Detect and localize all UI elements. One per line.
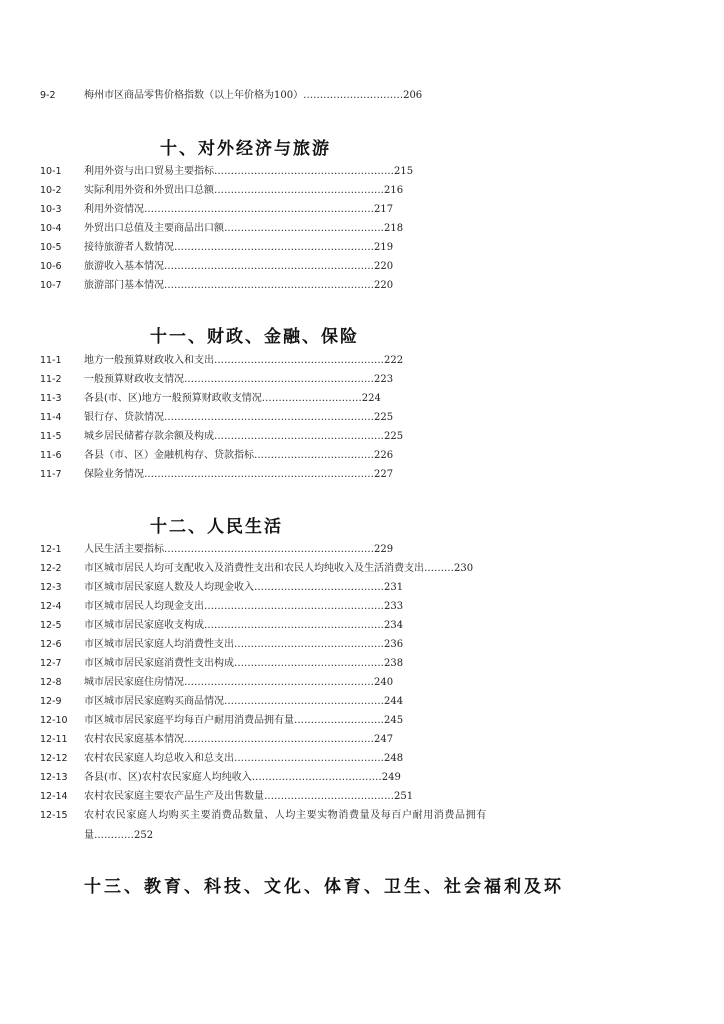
entry-number: 11-4 — [40, 412, 62, 423]
entry-number: 12-5 — [40, 620, 62, 631]
entry-title: 市区城市居民人均现金支出………………………………………………233 — [84, 601, 404, 612]
section-heading: 十三、教育、科技、文化、体育、卫生、社会福利及环 — [84, 877, 564, 897]
entry-number: 11-6 — [40, 450, 62, 461]
entry-number: 12-9 — [40, 696, 62, 707]
entry-number: 11-3 — [40, 393, 62, 404]
entry-number: 11-5 — [40, 431, 62, 442]
entry-number: 10-4 — [40, 223, 62, 234]
entry-number: 10-3 — [40, 204, 62, 215]
entry-number: 12-2 — [40, 563, 62, 574]
entry-title: 接待旅游者人数情况……………………………………………………219 — [84, 242, 394, 253]
entry-title: 各县(市、区)农村农民家庭人均纯收入…………………………………249 — [84, 772, 401, 783]
entry-title: 地方一般预算财政收入和支出……………………………………………222 — [84, 355, 404, 366]
entry-number: 11-7 — [40, 469, 62, 480]
entry-number: 12-1 — [40, 544, 62, 555]
entry-number: 12-6 — [40, 639, 62, 650]
entry-title: 市区城市居民家庭人数及人均现金收入…………………………………231 — [84, 582, 404, 593]
entry-title: 市区城市居民家庭收支构成………………………………………………234 — [84, 620, 404, 631]
entry-number: 12-13 — [40, 772, 68, 783]
entry-title: 农村农民家庭人均购买主要消费品数量、人均主要实物消费量及每百户耐用消费品拥有 — [84, 810, 487, 821]
entry-title: 银行存、贷款情况………………………………………………………225 — [84, 412, 394, 423]
section-heading: 十二、人民生活 — [150, 517, 283, 537]
entry-title: 城市居民家庭住房情况…………………………………………………240 — [84, 677, 394, 688]
entry-title: 各县(市、区)地方一般预算财政收支情况…………………………224 — [84, 393, 381, 404]
entry-title: 城乡居民储蓄存款余额及构成……………………………………………225 — [84, 431, 404, 442]
entry-title: 农村农民家庭主要农产品生产及出售数量…………………………………251 — [84, 791, 414, 802]
entry-number: 12-8 — [40, 677, 62, 688]
entry-number: 10-5 — [40, 242, 62, 253]
entry-title: 外贸出口总值及主要商品出口额…………………………………………218 — [84, 223, 404, 234]
entry-title: 市区城市居民人均可支配收入及消费性支出和农民人均纯收入及生活消费支出………230 — [84, 563, 474, 574]
entry-title: 市区城市居民家庭人均消费性支出………………………………………236 — [84, 639, 404, 650]
entry-number: 12-10 — [40, 715, 68, 726]
entry-title: 利用外资情况……………………………………………………………217 — [84, 204, 394, 215]
entry-title: 旅游收入基本情况………………………………………………………220 — [84, 261, 394, 272]
section-heading: 十、对外经济与旅游 — [160, 139, 331, 159]
entry-number: 10-6 — [40, 261, 62, 272]
section-heading: 十一、财政、金融、保险 — [150, 327, 359, 347]
entry-number: 12-11 — [40, 734, 68, 745]
entry-title: 市区城市居民家庭购买商品情况…………………………………………244 — [84, 696, 404, 707]
entry-number: 12-15 — [40, 810, 68, 821]
entry-number: 11-1 — [40, 355, 62, 366]
entry-title: 旅游部门基本情况………………………………………………………220 — [84, 280, 394, 291]
entry-title: 各县（市、区）金融机构存、贷款指标………………………………226 — [84, 450, 394, 461]
entry-number: 12-12 — [40, 753, 68, 764]
entry-title-continuation: 量…………252 — [84, 830, 154, 841]
entry-number: 10-7 — [40, 280, 62, 291]
entry-title: 一般预算财政收支情况…………………………………………………223 — [84, 374, 394, 385]
entry-title: 市区城市居民家庭平均每百户耐用消费品拥有量………………………245 — [84, 715, 404, 726]
entry-number: 9-2 — [40, 90, 56, 101]
entry-number: 12-4 — [40, 601, 62, 612]
entry-title: 梅州市区商品零售价格指数（以上年价格为100）…………………………206 — [84, 90, 423, 101]
entry-title: 实际利用外资和外贸出口总额……………………………………………216 — [84, 185, 404, 196]
entry-title: 保险业务情况……………………………………………………………227 — [84, 469, 394, 480]
entry-number: 12-3 — [40, 582, 62, 593]
entry-number: 10-2 — [40, 185, 62, 196]
entry-number: 12-7 — [40, 658, 62, 669]
entry-title: 市区城市居民家庭消费性支出构成………………………………………238 — [84, 658, 404, 669]
entry-title: 利用外资与出口贸易主要指标………………………………………………215 — [84, 166, 414, 177]
entry-title: 农村农民家庭人均总收入和总支出………………………………………248 — [84, 753, 404, 764]
entry-number: 12-14 — [40, 791, 68, 802]
entry-number: 10-1 — [40, 166, 62, 177]
entry-number: 11-2 — [40, 374, 62, 385]
entry-title: 人民生活主要指标………………………………………………………229 — [84, 544, 394, 555]
entry-title: 农村农民家庭基本情况…………………………………………………247 — [84, 734, 394, 745]
